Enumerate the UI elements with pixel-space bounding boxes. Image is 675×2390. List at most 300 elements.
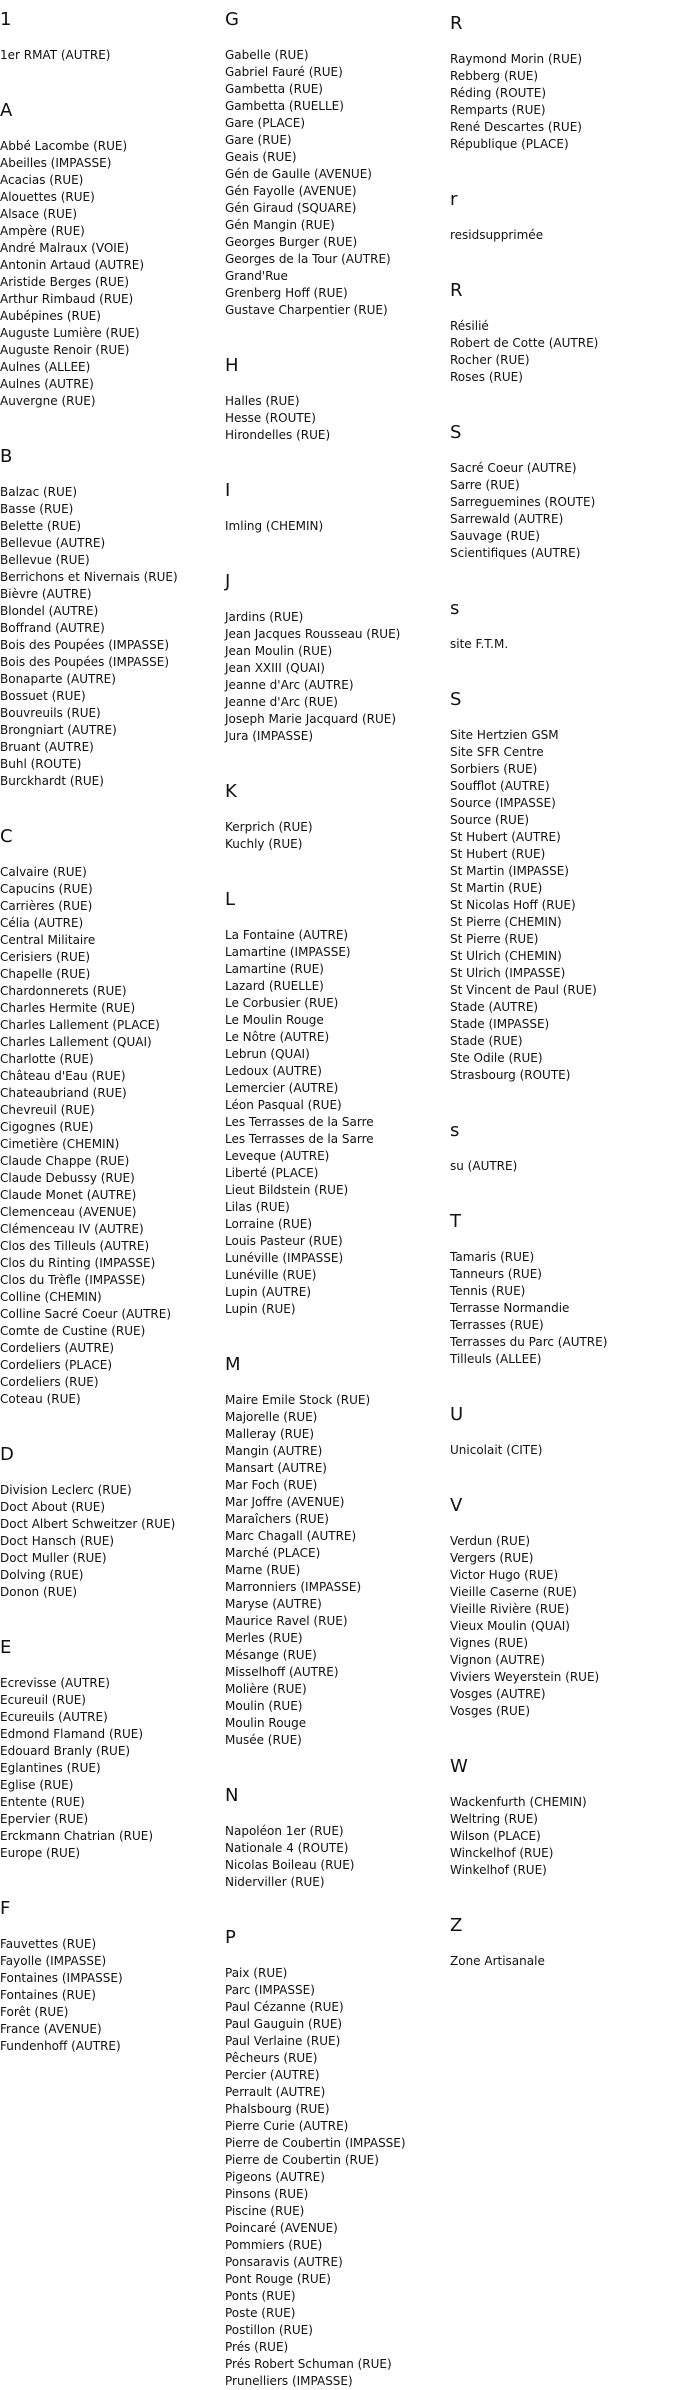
street-item[interactable]: Clos du Rinting (IMPASSE) xyxy=(0,1256,156,1270)
street-item[interactable]: Robert de Cotte (AUTRE) xyxy=(450,336,599,350)
street-item[interactable]: Auguste Renoir (RUE) xyxy=(0,343,130,357)
street-item[interactable]: Le Moulin Rouge xyxy=(225,1013,324,1027)
street-item[interactable]: Halles (RUE) xyxy=(225,394,300,408)
street-item[interactable]: Unicolait (CITE) xyxy=(450,1443,543,1457)
street-list xyxy=(0,1675,222,1862)
street-item[interactable]: Sauvage (RUE) xyxy=(450,529,540,543)
street-item[interactable]: Hesse (ROUTE) xyxy=(225,411,316,425)
street-item[interactable]: Majorelle (RUE) xyxy=(225,1410,318,1424)
street-item[interactable]: Balzac (RUE) xyxy=(0,485,78,499)
street-list xyxy=(450,727,672,1084)
street-item[interactable]: Stade (IMPASSE) xyxy=(450,1017,550,1031)
street-item[interactable]: site F.T.M. xyxy=(450,637,509,651)
street-item[interactable]: Postillon (RUE) xyxy=(225,2323,313,2337)
street-item[interactable]: Vignon (AUTRE) xyxy=(450,1653,545,1667)
street-item[interactable]: Piscine (RUE) xyxy=(225,2204,305,2218)
street-item[interactable]: Misselhoff (AUTRE) xyxy=(225,1665,339,1679)
street-item[interactable]: Tanneurs (RUE) xyxy=(450,1267,542,1281)
street-item[interactable]: Chapelle (RUE) xyxy=(0,967,91,981)
street-item[interactable]: Rebberg (RUE) xyxy=(450,69,539,83)
street-item[interactable]: Doct About (RUE) xyxy=(0,1500,106,1514)
street-item[interactable]: Central Militaire xyxy=(0,933,96,947)
street-item[interactable]: Merles (RUE) xyxy=(225,1631,303,1645)
street-item[interactable]: Paul Gauguin (RUE) xyxy=(225,2017,343,2031)
street-item[interactable]: Prés Robert Schuman (RUE) xyxy=(225,2357,392,2371)
street-item[interactable]: Boffrand (AUTRE) xyxy=(0,621,105,635)
street-item[interactable]: Perrault (AUTRE) xyxy=(225,2085,326,2099)
street-item[interactable]: Vieux Moulin (QUAI) xyxy=(450,1619,570,1633)
letter-section xyxy=(450,271,672,386)
street-item[interactable]: Mésange (RUE) xyxy=(225,1648,317,1662)
street-item[interactable]: Division Leclerc (RUE) xyxy=(0,1483,132,1497)
street-item[interactable]: Charles Lallement (PLACE) xyxy=(0,1018,160,1032)
street-item[interactable]: Vosges (AUTRE) xyxy=(450,1687,546,1701)
street-item[interactable]: Moulin Rouge xyxy=(225,1716,307,1730)
street-item[interactable]: Leveque (AUTRE) xyxy=(225,1149,330,1163)
street-item[interactable]: Léon Pasqual (RUE) xyxy=(225,1098,342,1112)
section-letter-heading: S xyxy=(450,422,462,443)
street-item[interactable]: La Fontaine (AUTRE) xyxy=(225,928,349,942)
street-item[interactable]: Site SFR Centre xyxy=(450,745,544,759)
street-item[interactable]: Capucins (RUE) xyxy=(0,882,93,896)
street-item[interactable]: Remparts (RUE) xyxy=(450,103,546,117)
street-item[interactable]: Lunéville (IMPASSE) xyxy=(225,1251,344,1265)
street-item[interactable]: Gabriel Fauré (RUE) xyxy=(225,65,343,79)
letter-section xyxy=(450,1395,672,1459)
street-item[interactable]: Bois des Poupées (IMPASSE) xyxy=(0,638,169,652)
street-list xyxy=(450,1953,672,1970)
street-item[interactable]: Bonaparte (AUTRE) xyxy=(0,672,116,686)
street-item[interactable]: Carrières (RUE) xyxy=(0,899,93,913)
street-item[interactable]: Ledoux (AUTRE) xyxy=(225,1064,322,1078)
street-item[interactable]: Geais (RUE) xyxy=(225,150,297,164)
street-item[interactable]: Maryse (AUTRE) xyxy=(225,1597,322,1611)
street-item[interactable]: Calvaire (RUE) xyxy=(0,865,87,879)
street-item[interactable]: su (AUTRE) xyxy=(450,1159,518,1173)
street-item[interactable]: Alouettes (RUE) xyxy=(0,190,95,204)
section-letter-heading: V xyxy=(450,1495,463,1516)
street-item[interactable]: Weltring (RUE) xyxy=(450,1812,538,1826)
street-item[interactable]: Bièvre (AUTRE) xyxy=(0,587,92,601)
street-item[interactable]: Cimetière (CHEMIN) xyxy=(0,1137,120,1151)
street-list xyxy=(450,1158,672,1175)
street-item[interactable]: Jeanne d'Arc (AUTRE) xyxy=(225,678,354,692)
street-item[interactable]: Gare (PLACE) xyxy=(225,116,306,130)
street-item[interactable]: Paul Verlaine (RUE) xyxy=(225,2034,341,2048)
letter-section xyxy=(225,1776,447,1891)
street-item[interactable]: Edouard Branly (RUE) xyxy=(0,1744,131,1758)
street-item[interactable]: Nationale 4 (ROUTE) xyxy=(225,1841,349,1855)
street-item[interactable]: Victor Hugo (RUE) xyxy=(450,1568,559,1582)
section-letter-heading: E xyxy=(0,1637,12,1658)
street-item[interactable]: Abeilles (IMPASSE) xyxy=(0,156,112,170)
street-item[interactable]: Vosges (RUE) xyxy=(450,1704,531,1718)
letter-section xyxy=(0,817,222,1408)
street-item[interactable]: Alsace (RUE) xyxy=(0,207,78,221)
street-item[interactable]: Sarreguemines (ROUTE) xyxy=(450,495,596,509)
street-item[interactable]: Colline (CHEMIN) xyxy=(0,1290,102,1304)
street-item[interactable]: Jardins (RUE) xyxy=(225,610,304,624)
street-item[interactable]: Célia (AUTRE) xyxy=(0,916,84,930)
street-item[interactable]: Comte de Custine (RUE) xyxy=(0,1324,146,1338)
street-item[interactable]: Cordeliers (RUE) xyxy=(0,1375,99,1389)
street-item[interactable]: Parc (IMPASSE) xyxy=(225,1983,315,1997)
street-item[interactable]: Charles Lallement (QUAI) xyxy=(0,1035,152,1049)
street-item[interactable]: Le Nôtre (AUTRE) xyxy=(225,1030,330,1044)
section-letter-heading: U xyxy=(450,1404,464,1425)
street-item[interactable]: Bruant (AUTRE) xyxy=(0,740,94,754)
street-item[interactable]: Vergers (RUE) xyxy=(450,1551,534,1565)
letter-section xyxy=(225,562,447,745)
street-item[interactable]: St Pierre (RUE) xyxy=(450,932,539,946)
street-item[interactable]: Jura (IMPASSE) xyxy=(225,729,313,743)
street-item[interactable]: Ponsaravis (AUTRE) xyxy=(225,2255,343,2269)
street-item[interactable]: Doct Albert Schweitzer (RUE) xyxy=(0,1517,176,1531)
street-item[interactable]: 1er RMAT (AUTRE) xyxy=(0,48,111,62)
street-item[interactable]: Bellevue (RUE) xyxy=(0,553,90,567)
street-item[interactable]: Marne (RUE) xyxy=(225,1563,301,1577)
letter-section xyxy=(450,413,672,562)
street-item[interactable]: Pierre de Coubertin (RUE) xyxy=(225,2153,379,2167)
street-item[interactable]: Bois des Poupées (IMPASSE) xyxy=(0,655,169,669)
street-item[interactable]: Blondel (AUTRE) xyxy=(0,604,99,618)
street-item[interactable]: Wilson (PLACE) xyxy=(450,1829,541,1843)
street-item[interactable]: Bouvreuils (RUE) xyxy=(0,706,101,720)
street-item[interactable]: Poste (RUE) xyxy=(225,2306,296,2320)
street-item[interactable]: Winckelhof (RUE) xyxy=(450,1846,554,1860)
street-item[interactable]: Gén Mangin (RUE) xyxy=(225,218,335,232)
street-item[interactable]: République (PLACE) xyxy=(450,137,569,151)
street-item[interactable]: Colline Sacré Coeur (AUTRE) xyxy=(0,1307,172,1321)
column-1 xyxy=(0,0,222,2055)
street-item[interactable]: Ampère (RUE) xyxy=(0,224,85,238)
street-item[interactable]: St Vincent de Paul (RUE) xyxy=(450,983,597,997)
street-item[interactable]: Musée (RUE) xyxy=(225,1733,302,1747)
column-2 xyxy=(225,0,447,2390)
street-item[interactable]: Ecureuils (AUTRE) xyxy=(0,1710,108,1724)
street-item[interactable]: Tilleuls (ALLEE) xyxy=(450,1352,542,1366)
street-item[interactable]: Clos des Tilleuls (AUTRE) xyxy=(0,1239,150,1253)
street-item[interactable]: Gén Fayolle (AVENUE) xyxy=(225,184,357,198)
letter-section xyxy=(450,1906,672,1970)
street-item[interactable]: Prés (RUE) xyxy=(225,2340,289,2354)
street-item[interactable]: Sacré Coeur (AUTRE) xyxy=(450,461,577,475)
street-item[interactable]: Viviers Weyerstein (RUE) xyxy=(450,1670,600,1684)
street-item[interactable]: Hirondelles (RUE) xyxy=(225,428,331,442)
street-item[interactable]: St Ulrich (CHEMIN) xyxy=(450,949,562,963)
street-item[interactable]: Site Hertzien GSM xyxy=(450,728,559,742)
street-item[interactable]: Source (RUE) xyxy=(450,813,530,827)
street-item[interactable]: Edmond Flamand (RUE) xyxy=(0,1727,144,1741)
street-item[interactable]: Vieille Rivière (RUE) xyxy=(450,1602,570,1616)
street-item[interactable]: Joseph Marie Jacquard (RUE) xyxy=(225,712,397,726)
street-item[interactable]: Fontaines (IMPASSE) xyxy=(0,1971,123,1985)
street-item[interactable]: Georges de la Tour (AUTRE) xyxy=(225,252,391,266)
street-item[interactable]: Bossuet (RUE) xyxy=(0,689,86,703)
section-letter-heading: s xyxy=(450,598,460,619)
section-letter-heading: K xyxy=(225,781,237,802)
street-item[interactable]: Terrasse Normandie xyxy=(450,1301,570,1315)
street-item[interactable]: Buhl (ROUTE) xyxy=(0,757,82,771)
street-item[interactable]: Louis Pasteur (RUE) xyxy=(225,1234,343,1248)
street-item[interactable]: Roses (RUE) xyxy=(450,370,523,384)
street-item[interactable]: Vignes (RUE) xyxy=(450,1636,529,1650)
letter-section xyxy=(225,772,447,853)
street-item[interactable]: Marc Chagall (AUTRE) xyxy=(225,1529,357,1543)
street-list xyxy=(225,609,447,745)
street-item[interactable]: Malleray (RUE) xyxy=(225,1427,315,1441)
street-item[interactable]: Source (IMPASSE) xyxy=(450,796,556,810)
street-item[interactable]: Charles Hermite (RUE) xyxy=(0,1001,136,1015)
street-item[interactable]: Strasbourg (ROUTE) xyxy=(450,1068,571,1082)
street-item[interactable]: Mar Joffre (AVENUE) xyxy=(225,1495,345,1509)
street-item[interactable]: Vieille Caserne (RUE) xyxy=(450,1585,577,1599)
street-item[interactable]: Le Corbusier (RUE) xyxy=(225,996,339,1010)
street-item[interactable]: Gambetta (RUELLE) xyxy=(225,99,344,113)
street-item[interactable]: Fayolle (IMPASSE) xyxy=(0,1954,107,1968)
street-item[interactable]: Lorraine (RUE) xyxy=(225,1217,313,1231)
street-item[interactable]: Terrasses du Parc (AUTRE) xyxy=(450,1335,608,1349)
street-item[interactable]: Belette (RUE) xyxy=(0,519,82,533)
street-item[interactable]: Ponts (RUE) xyxy=(225,2289,296,2303)
street-item[interactable]: Résilié xyxy=(450,319,489,333)
street-item[interactable]: Soufflot (AUTRE) xyxy=(450,779,550,793)
street-item[interactable]: Les Terrasses de la Sarre xyxy=(225,1115,374,1129)
street-item[interactable]: Lupin (AUTRE) xyxy=(225,1285,312,1299)
street-item[interactable]: Brongniart (AUTRE) xyxy=(0,723,117,737)
street-item[interactable]: Lazard (RUELLE) xyxy=(225,979,324,993)
street-item[interactable]: Sorbiers (RUE) xyxy=(450,762,538,776)
street-item[interactable]: Aubépines (RUE) xyxy=(0,309,101,323)
street-list xyxy=(0,484,222,790)
street-item[interactable]: Grenberg Hoff (RUE) xyxy=(225,286,348,300)
street-item[interactable]: Berrichons et Nivernais (RUE) xyxy=(0,570,178,584)
letter-section xyxy=(450,4,672,153)
street-item[interactable]: Wackenfurth (CHEMIN) xyxy=(450,1795,587,1809)
street-item[interactable]: Marché (PLACE) xyxy=(225,1546,321,1560)
street-item[interactable]: Pinsons (RUE) xyxy=(225,2187,309,2201)
street-item[interactable]: Fundenhoff (AUTRE) xyxy=(0,2039,121,2053)
street-item[interactable]: Molière (RUE) xyxy=(225,1682,307,1696)
street-item[interactable]: residsupprimée xyxy=(450,228,544,242)
street-item[interactable]: Fauvettes (RUE) xyxy=(0,1937,97,1951)
street-item[interactable]: Pigeons (AUTRE) xyxy=(225,2170,325,2184)
street-item[interactable]: Chardonnerets (RUE) xyxy=(0,984,127,998)
street-item[interactable]: Raymond Morin (RUE) xyxy=(450,52,583,66)
street-item[interactable]: Gustave Charpentier (RUE) xyxy=(225,303,388,317)
street-item[interactable]: Réding (ROUTE) xyxy=(450,86,547,100)
street-item[interactable]: Kuchly (RUE) xyxy=(225,837,303,851)
section-letter-heading: F xyxy=(0,1898,11,1919)
street-item[interactable]: Gén de Gaulle (AVENUE) xyxy=(225,167,372,181)
street-item[interactable]: Kerprich (RUE) xyxy=(225,820,313,834)
street-list xyxy=(225,47,447,319)
street-item[interactable]: Tennis (RUE) xyxy=(450,1284,526,1298)
street-item[interactable]: Paul Cézanne (RUE) xyxy=(225,2000,344,2014)
street-item[interactable]: Winkelhof (RUE) xyxy=(450,1863,547,1877)
street-item[interactable]: Lebrun (QUAI) xyxy=(225,1047,310,1061)
street-item[interactable]: Jean Jacques Rousseau (RUE) xyxy=(225,627,401,641)
street-item[interactable]: Claude Debussy (RUE) xyxy=(0,1171,135,1185)
street-item[interactable]: Ecureuil (RUE) xyxy=(0,1693,86,1707)
street-item[interactable]: Burckhardt (RUE) xyxy=(0,774,104,788)
street-item[interactable]: Auvergne (RUE) xyxy=(0,394,96,408)
street-item[interactable]: Eglantines (RUE) xyxy=(0,1761,101,1775)
street-item[interactable]: Lamartine (IMPASSE) xyxy=(225,945,351,959)
street-item[interactable]: Gambetta (RUE) xyxy=(225,82,323,96)
section-letter-heading: r xyxy=(450,189,458,210)
street-item[interactable]: Château d'Eau (RUE) xyxy=(0,1069,126,1083)
street-item[interactable]: Cordeliers (AUTRE) xyxy=(0,1341,115,1355)
street-item[interactable]: Lilas (RUE) xyxy=(225,1200,290,1214)
street-item[interactable]: Jean Moulin (RUE) xyxy=(225,644,333,658)
street-list xyxy=(450,636,672,653)
street-item[interactable]: Mangin (AUTRE) xyxy=(225,1444,323,1458)
street-item[interactable]: Europe (RUE) xyxy=(0,1846,81,1860)
street-item[interactable]: Cigognes (RUE) xyxy=(0,1120,94,1134)
street-item[interactable]: André Malraux (VOIE) xyxy=(0,241,130,255)
street-item[interactable]: St Ulrich (IMPASSE) xyxy=(450,966,566,980)
street-item[interactable]: Ecrevisse (AUTRE) xyxy=(0,1676,110,1690)
street-item[interactable]: Clémenceau IV (AUTRE) xyxy=(0,1222,144,1236)
section-letter-heading: L xyxy=(225,889,236,910)
street-item[interactable]: Bellevue (AUTRE) xyxy=(0,536,106,550)
street-item[interactable]: Gabelle (RUE) xyxy=(225,48,309,62)
street-item[interactable]: Stade (AUTRE) xyxy=(450,1000,539,1014)
street-item[interactable]: Marronniers (IMPASSE) xyxy=(225,1580,362,1594)
street-item[interactable]: Claude Chappe (RUE) xyxy=(0,1154,130,1168)
street-item[interactable]: Chevreuil (RUE) xyxy=(0,1103,95,1117)
street-item[interactable]: Poincaré (AVENUE) xyxy=(225,2221,338,2235)
street-item[interactable]: Lunéville (RUE) xyxy=(225,1268,317,1282)
street-item[interactable]: Pierre Curie (AUTRE) xyxy=(225,2119,349,2133)
street-item[interactable]: Chateaubriand (RUE) xyxy=(0,1086,127,1100)
street-item[interactable]: Nicolas Boileau (RUE) xyxy=(225,1858,355,1872)
street-item[interactable]: France (AVENUE) xyxy=(0,2022,102,2036)
street-item[interactable]: St Martin (IMPASSE) xyxy=(450,864,569,878)
street-item[interactable]: Gare (RUE) xyxy=(225,133,292,147)
street-item[interactable]: Lemercier (AUTRE) xyxy=(225,1081,339,1095)
street-item[interactable]: Grand'Rue xyxy=(225,269,288,283)
street-item[interactable]: Maurice Ravel (RUE) xyxy=(225,1614,348,1628)
section-letter-heading: S xyxy=(450,689,462,710)
street-item[interactable]: St Hubert (AUTRE) xyxy=(450,830,561,844)
street-item[interactable]: Aulnes (ALLEE) xyxy=(0,360,91,374)
letter-section xyxy=(450,180,672,244)
street-item[interactable]: St Martin (RUE) xyxy=(450,881,543,895)
street-item[interactable]: Percier (AUTRE) xyxy=(225,2068,320,2082)
street-item[interactable]: Scientifiques (AUTRE) xyxy=(450,546,581,560)
street-item[interactable]: Jeanne d'Arc (RUE) xyxy=(225,695,338,709)
street-item[interactable]: Jean XXIII (QUAI) xyxy=(225,661,325,675)
street-item[interactable]: Clos du Trèfle (IMPASSE) xyxy=(0,1273,146,1287)
street-item[interactable]: Arthur Rimbaud (RUE) xyxy=(0,292,134,306)
street-item[interactable]: Forêt (RUE) xyxy=(0,2005,69,2019)
street-list xyxy=(450,1794,672,1879)
section-letter-heading: H xyxy=(225,355,239,376)
street-item[interactable]: Doct Muller (RUE) xyxy=(0,1551,107,1565)
letter-section xyxy=(0,437,222,790)
street-item[interactable]: St Nicolas Hoff (RUE) xyxy=(450,898,576,912)
street-item[interactable]: Rocher (RUE) xyxy=(450,353,530,367)
street-item[interactable]: Cordeliers (PLACE) xyxy=(0,1358,113,1372)
street-item[interactable]: Acacias (RUE) xyxy=(0,173,84,187)
street-item[interactable]: Abbé Lacombe (RUE) xyxy=(0,139,128,153)
street-item[interactable]: Erckmann Chatrian (RUE) xyxy=(0,1829,154,1843)
street-item[interactable]: Verdun (RUE) xyxy=(450,1534,531,1548)
street-item[interactable]: Eglise (RUE) xyxy=(0,1778,74,1792)
street-item[interactable]: Sarrewald (AUTRE) xyxy=(450,512,564,526)
street-item[interactable]: Entente (RUE) xyxy=(0,1795,85,1809)
street-item[interactable]: Phalsbourg (RUE) xyxy=(225,2102,330,2116)
street-item[interactable]: Paix (RUE) xyxy=(225,1966,288,1980)
street-item[interactable]: Dolving (RUE) xyxy=(0,1568,84,1582)
street-item[interactable]: Pommiers (RUE) xyxy=(225,2238,323,2252)
street-item[interactable]: Epervier (RUE) xyxy=(0,1812,89,1826)
street-item[interactable]: Stade (RUE) xyxy=(450,1034,523,1048)
street-item[interactable]: Maraîchers (RUE) xyxy=(225,1512,329,1526)
street-item[interactable]: Antonin Artaud (AUTRE) xyxy=(0,258,145,272)
street-item[interactable]: Sarre (RUE) xyxy=(450,478,520,492)
street-item[interactable]: Liberté (PLACE) xyxy=(225,1166,319,1180)
street-item[interactable]: Auguste Lumière (RUE) xyxy=(0,326,140,340)
street-item[interactable]: St Pierre (CHEMIN) xyxy=(450,915,562,929)
street-item[interactable]: Tamaris (RUE) xyxy=(450,1250,535,1264)
section-letter-heading: R xyxy=(450,13,463,34)
street-item[interactable]: Napoléon 1er (RUE) xyxy=(225,1824,344,1838)
street-item[interactable]: Fontaines (RUE) xyxy=(0,1988,96,2002)
street-item[interactable]: Terrasses (RUE) xyxy=(450,1318,544,1332)
street-list xyxy=(450,318,672,386)
street-item[interactable]: Claude Monet (AUTRE) xyxy=(0,1188,137,1202)
street-item[interactable]: Moulin (RUE) xyxy=(225,1699,303,1713)
street-item[interactable]: René Descartes (RUE) xyxy=(450,120,582,134)
street-list xyxy=(225,819,447,853)
street-item[interactable]: Coteau (RUE) xyxy=(0,1392,81,1406)
street-item[interactable]: Pierre de Coubertin (IMPASSE) xyxy=(225,2136,406,2150)
street-item[interactable]: Basse (RUE) xyxy=(0,502,74,516)
street-item[interactable]: Pêcheurs (RUE) xyxy=(225,2051,318,2065)
street-item[interactable]: Mansart (AUTRE) xyxy=(225,1461,327,1475)
street-item[interactable]: Georges Burger (RUE) xyxy=(225,235,358,249)
street-item[interactable]: Zone Artisanale xyxy=(450,1954,545,1968)
street-item[interactable]: St Hubert (RUE) xyxy=(450,847,546,861)
street-item[interactable]: Aulnes (AUTRE) xyxy=(0,377,94,391)
street-item[interactable]: Prunelliers (IMPASSE) xyxy=(225,2374,353,2388)
street-item[interactable]: Gén Giraud (SQUARE) xyxy=(225,201,357,215)
street-item[interactable]: Lamartine (RUE) xyxy=(225,962,324,976)
street-item[interactable]: Mar Foch (RUE) xyxy=(225,1478,318,1492)
street-item[interactable]: Cerisiers (RUE) xyxy=(0,950,91,964)
street-item[interactable]: Lieut Bildstein (RUE) xyxy=(225,1183,349,1197)
letter-section xyxy=(225,0,447,319)
street-item[interactable]: Pont Rouge (RUE) xyxy=(225,2272,331,2286)
street-item[interactable]: Les Terrasses de la Sarre xyxy=(225,1132,374,1146)
section-letter-heading: A xyxy=(0,100,13,121)
street-item[interactable]: Clemenceau (AVENUE) xyxy=(0,1205,137,1219)
section-letter-heading: R xyxy=(450,280,463,301)
street-item[interactable]: Lupin (RUE) xyxy=(225,1302,296,1316)
street-item[interactable]: Donon (RUE) xyxy=(0,1585,78,1599)
street-list xyxy=(0,138,222,410)
street-item[interactable]: Aristide Berges (RUE) xyxy=(0,275,130,289)
street-item[interactable]: Imling (CHEMIN) xyxy=(225,519,324,533)
street-item[interactable]: Niderviller (RUE) xyxy=(225,1875,325,1889)
street-item[interactable]: Maire Emile Stock (RUE) xyxy=(225,1393,371,1407)
street-item[interactable]: Doct Hansch (RUE) xyxy=(0,1534,115,1548)
street-item[interactable]: Charlotte (RUE) xyxy=(0,1052,94,1066)
street-item[interactable]: Ste Odile (RUE) xyxy=(450,1051,543,1065)
